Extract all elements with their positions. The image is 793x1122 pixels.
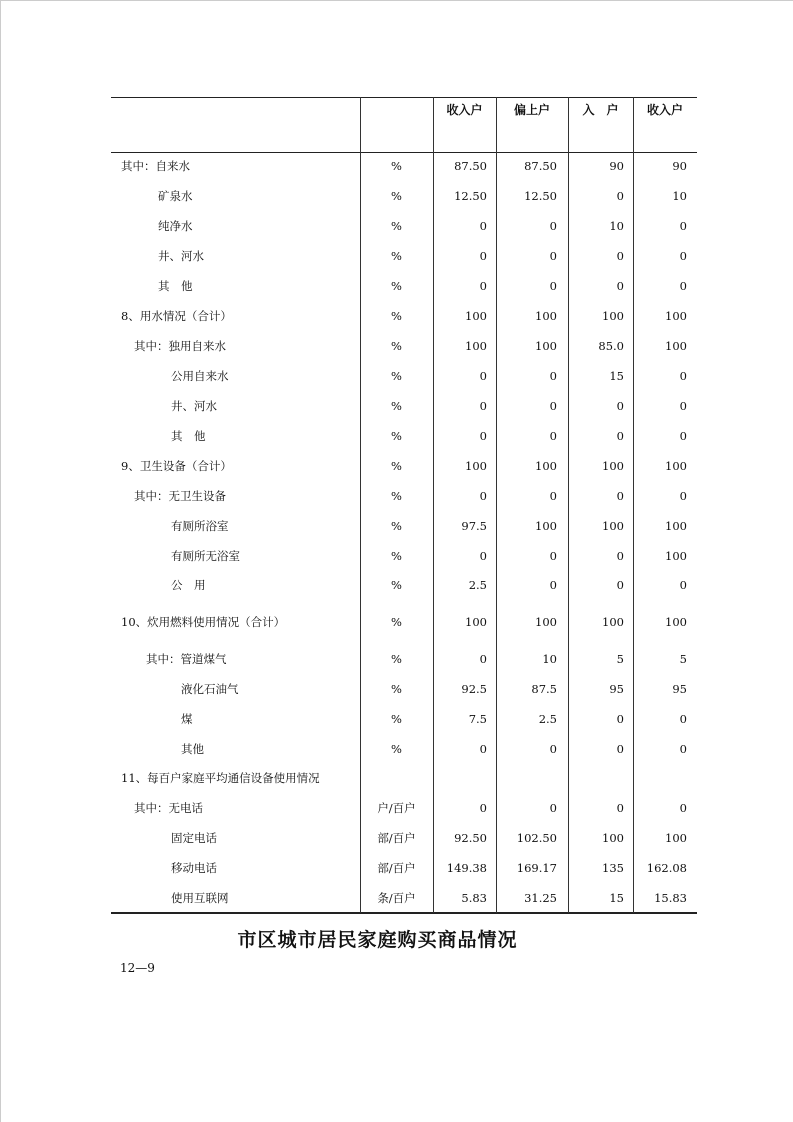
row-value: 0 bbox=[616, 549, 624, 563]
column-divider bbox=[496, 97, 497, 913]
header-separator bbox=[111, 152, 697, 153]
column-header: 偏上户 bbox=[513, 103, 550, 117]
row-value: 0 bbox=[679, 801, 687, 815]
row-value: 0 bbox=[549, 801, 557, 815]
row-value: 31.25 bbox=[524, 891, 557, 905]
row-label: 井、河水 bbox=[158, 249, 204, 263]
row-value: 85.0 bbox=[598, 339, 624, 353]
row-label: 井、河水 bbox=[171, 399, 217, 413]
row-value: 95 bbox=[609, 682, 624, 696]
row-unit: % bbox=[391, 249, 402, 263]
row-value: 0 bbox=[679, 369, 687, 383]
row-value: 0 bbox=[479, 369, 487, 383]
row-value: 5 bbox=[679, 652, 687, 666]
row-value: 100 bbox=[535, 615, 557, 629]
row-value: 15.83 bbox=[654, 891, 687, 905]
row-value: 0 bbox=[479, 219, 487, 233]
row-label: 矿泉水 bbox=[158, 189, 193, 203]
row-value: 100 bbox=[665, 339, 687, 353]
row-value: 100 bbox=[535, 309, 557, 323]
row-label: 其他 bbox=[181, 742, 204, 756]
row-unit: % bbox=[391, 219, 402, 233]
row-label: 其 他 bbox=[171, 429, 206, 443]
table-bottom-rule bbox=[111, 912, 697, 914]
row-value: 0 bbox=[549, 279, 557, 293]
row-unit: % bbox=[391, 549, 402, 563]
row-value: 0 bbox=[479, 249, 487, 263]
row-value: 169.17 bbox=[516, 861, 557, 875]
row-label: 其中：独用自来水 bbox=[134, 339, 226, 353]
row-unit: % bbox=[391, 615, 402, 629]
row-label: 9、卫生设备（合计） bbox=[121, 459, 232, 473]
row-value: 100 bbox=[465, 339, 487, 353]
row-unit: % bbox=[391, 399, 402, 413]
row-value: 0 bbox=[679, 489, 687, 503]
row-value: 10 bbox=[672, 189, 687, 203]
column-divider bbox=[433, 97, 434, 913]
row-value: 95 bbox=[672, 682, 687, 696]
row-unit: % bbox=[391, 429, 402, 443]
row-label: 有厕所浴室 bbox=[171, 519, 229, 533]
row-unit: 部/百户 bbox=[377, 861, 416, 875]
row-value: 10 bbox=[609, 219, 624, 233]
row-value: 2.5 bbox=[468, 578, 487, 592]
row-value: 15 bbox=[609, 369, 624, 383]
row-unit: % bbox=[391, 159, 402, 173]
row-value: 12.50 bbox=[454, 189, 487, 203]
column-header: 收入户 bbox=[446, 103, 483, 117]
row-value: 100 bbox=[665, 459, 687, 473]
row-value: 102.50 bbox=[516, 831, 557, 845]
row-unit: % bbox=[391, 652, 402, 666]
row-value: 0 bbox=[479, 489, 487, 503]
row-value: 0 bbox=[479, 801, 487, 815]
row-value: 100 bbox=[535, 519, 557, 533]
row-unit: % bbox=[391, 339, 402, 353]
row-unit: % bbox=[391, 189, 402, 203]
row-unit: 条/百户 bbox=[377, 891, 416, 905]
row-label: 其中：无卫生设备 bbox=[134, 489, 226, 503]
row-value: 2.5 bbox=[538, 712, 557, 726]
row-unit: % bbox=[391, 309, 402, 323]
row-unit: % bbox=[391, 489, 402, 503]
row-value: 87.50 bbox=[524, 159, 557, 173]
row-value: 0 bbox=[479, 429, 487, 443]
row-value: 15 bbox=[609, 891, 624, 905]
row-unit: % bbox=[391, 279, 402, 293]
row-label: 纯净水 bbox=[158, 219, 193, 233]
row-value: 10 bbox=[542, 652, 557, 666]
row-value: 0 bbox=[549, 742, 557, 756]
section-title: 市区城市居民家庭购买商品情况 bbox=[237, 929, 518, 951]
row-value: 0 bbox=[616, 489, 624, 503]
row-value: 0 bbox=[616, 189, 624, 203]
row-label: 移动电话 bbox=[171, 861, 217, 875]
row-value: 0 bbox=[479, 399, 487, 413]
row-value: 0 bbox=[479, 549, 487, 563]
row-value: 135 bbox=[602, 861, 624, 875]
row-value: 0 bbox=[549, 429, 557, 443]
row-label: 煤 bbox=[181, 712, 193, 726]
row-value: 0 bbox=[479, 742, 487, 756]
row-value: 100 bbox=[665, 831, 687, 845]
row-value: 0 bbox=[679, 399, 687, 413]
row-unit: % bbox=[391, 682, 402, 696]
row-value: 0 bbox=[549, 399, 557, 413]
row-value: 92.50 bbox=[454, 831, 487, 845]
row-value: 149.38 bbox=[446, 861, 487, 875]
row-value: 0 bbox=[679, 429, 687, 443]
row-value: 7.5 bbox=[468, 712, 487, 726]
column-header: 收入户 bbox=[646, 103, 683, 117]
row-unit: % bbox=[391, 519, 402, 533]
row-value: 100 bbox=[665, 615, 687, 629]
row-unit: % bbox=[391, 712, 402, 726]
row-value: 0 bbox=[549, 489, 557, 503]
row-label: 其中：无电话 bbox=[134, 801, 203, 815]
row-value: 0 bbox=[549, 249, 557, 263]
column-divider bbox=[568, 97, 569, 913]
row-value: 5.83 bbox=[461, 891, 487, 905]
row-value: 12.50 bbox=[524, 189, 557, 203]
row-unit: % bbox=[391, 459, 402, 473]
row-value: 0 bbox=[679, 249, 687, 263]
row-value: 92.5 bbox=[461, 682, 487, 696]
row-value: 0 bbox=[679, 279, 687, 293]
row-value: 0 bbox=[679, 578, 687, 592]
row-unit: % bbox=[391, 742, 402, 756]
row-value: 0 bbox=[479, 279, 487, 293]
row-value: 5 bbox=[616, 652, 624, 666]
column-header: 入 户 bbox=[582, 103, 619, 117]
row-unit: 部/百户 bbox=[377, 831, 416, 845]
row-value: 0 bbox=[549, 578, 557, 592]
row-value: 100 bbox=[602, 831, 624, 845]
row-value: 100 bbox=[665, 549, 687, 563]
row-value: 0 bbox=[679, 742, 687, 756]
row-value: 100 bbox=[535, 459, 557, 473]
row-value: 0 bbox=[616, 279, 624, 293]
row-value: 0 bbox=[479, 652, 487, 666]
row-value: 0 bbox=[616, 399, 624, 413]
row-label: 固定电话 bbox=[171, 831, 217, 845]
row-value: 100 bbox=[602, 459, 624, 473]
row-value: 0 bbox=[679, 712, 687, 726]
row-value: 87.5 bbox=[531, 682, 557, 696]
row-value: 0 bbox=[616, 801, 624, 815]
row-label: 10、炊用燃料使用情况（合计） bbox=[121, 615, 286, 629]
row-value: 90 bbox=[609, 159, 624, 173]
row-unit: % bbox=[391, 369, 402, 383]
row-value: 0 bbox=[679, 219, 687, 233]
row-value: 162.08 bbox=[646, 861, 687, 875]
row-label: 8、用水情况（合计） bbox=[121, 309, 232, 323]
page-label: 12—9 bbox=[120, 961, 155, 975]
row-value: 87.50 bbox=[454, 159, 487, 173]
row-value: 0 bbox=[549, 549, 557, 563]
row-label: 11、每百户家庭平均通信设备使用情况 bbox=[121, 771, 320, 785]
row-label: 有厕所无浴室 bbox=[171, 549, 240, 563]
row-value: 100 bbox=[602, 519, 624, 533]
row-value: 100 bbox=[602, 615, 624, 629]
table-top-rule bbox=[111, 97, 697, 98]
row-value: 0 bbox=[549, 369, 557, 383]
column-divider bbox=[633, 97, 634, 913]
row-value: 0 bbox=[616, 742, 624, 756]
row-label: 使用互联网 bbox=[171, 891, 229, 905]
row-label: 其 他 bbox=[158, 279, 193, 293]
row-value: 100 bbox=[535, 339, 557, 353]
row-label: 公用自来水 bbox=[171, 369, 229, 383]
row-value: 90 bbox=[672, 159, 687, 173]
row-unit: 户/百户 bbox=[377, 801, 416, 815]
row-unit: % bbox=[391, 578, 402, 592]
row-value: 100 bbox=[465, 615, 487, 629]
row-value: 0 bbox=[616, 429, 624, 443]
row-label: 液化石油气 bbox=[181, 682, 239, 696]
row-label: 公 用 bbox=[171, 578, 206, 592]
row-value: 0 bbox=[616, 249, 624, 263]
row-value: 0 bbox=[616, 578, 624, 592]
row-label: 其中：管道煤气 bbox=[146, 652, 227, 666]
row-value: 100 bbox=[465, 459, 487, 473]
row-value: 97.5 bbox=[461, 519, 487, 533]
row-value: 100 bbox=[465, 309, 487, 323]
row-value: 0 bbox=[549, 219, 557, 233]
row-label: 其中：自来水 bbox=[121, 159, 190, 173]
row-value: 0 bbox=[616, 712, 624, 726]
row-value: 100 bbox=[602, 309, 624, 323]
row-value: 100 bbox=[665, 519, 687, 533]
row-value: 100 bbox=[665, 309, 687, 323]
